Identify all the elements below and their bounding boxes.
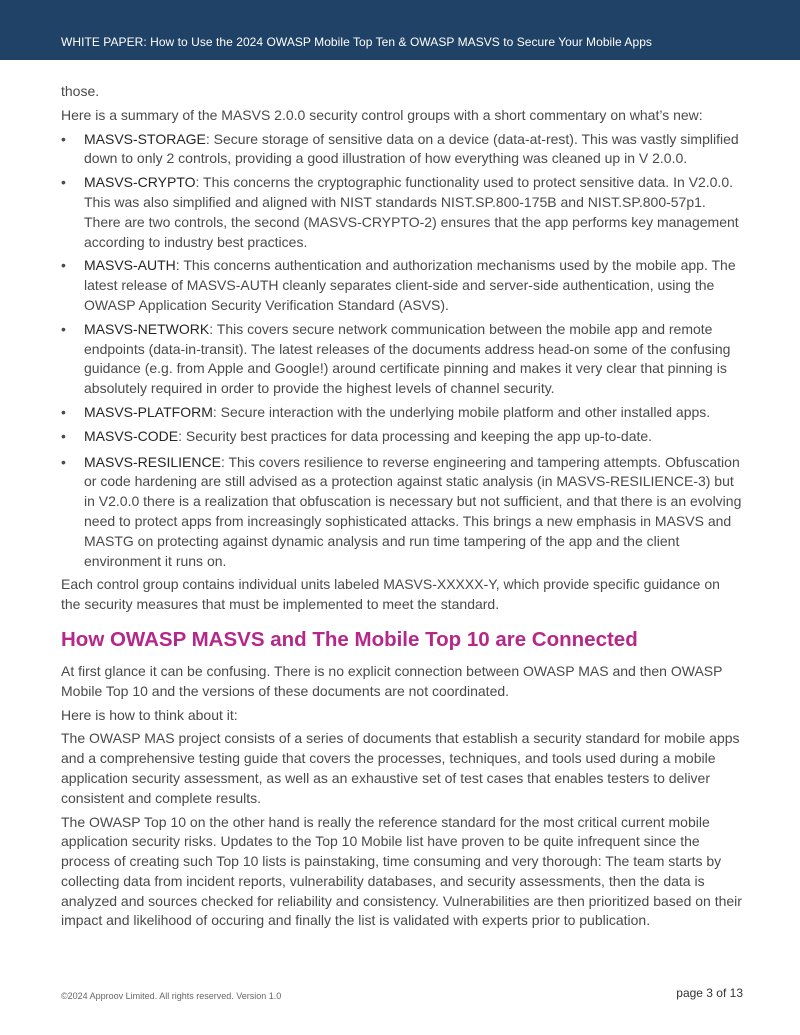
list-item-text: : Secure interaction with the underlying mobile platform and other installed apps. [212,403,711,420]
control-group-list [61,130,743,572]
page-header [0,0,800,60]
bullet-icon: • [61,257,66,274]
list-item [61,320,743,399]
bullet-icon: • [61,130,66,147]
section-heading: How OWASP MASVS and The Mobile Top 10 are Connected [61,627,638,651]
list-item-text: : This covers secure network communication between the mobile app and remote endpoints (data-in-transit). The latest releases of the documents address head-on some of the confusing guidance (e.g. from Apple and Google!) around certificate pinning and makes it very clear that pinning is absolutely required in order to provide the highest levels of channel security. [84,320,731,397]
list-item-term: MASVS-CODE [84,427,179,444]
list-item [61,256,743,315]
list-item [61,453,743,572]
page-number: page 3 of 13 [676,986,743,1000]
continued-text: those. [61,83,100,99]
list-item-term: MASVS-AUTH [84,257,176,274]
control-group-paragraph: Each control group contains individual units labeled MASVS-XXXXX-Y, which provide specific guidance on the security measures that must be implemented to meet the standard. [61,576,720,613]
list-item-term: MASVS-NETWORK [84,320,210,337]
first-glance-paragraph: At first glance it can be confusing. There is no explicit connection between OWASP MAS and then OWASP Mobile Top 10 and the versions of these documents are not coordinated. [61,662,723,699]
list-item-term: MASVS-RESILIENCE [84,453,221,470]
list-item-term: MASVS-CRYPTO [84,174,196,191]
top10-paragraph: The OWASP Top 10 on the other hand is really the reference standard for the most critical current mobile application security risks. Updates to the Top 10 Mobile list have proven to be quite infrequent since the process of creating such Top 10 lists is painstaking, time consuming and very thorough: The team starts by collecting data from incident reports, vulnerability databases, and security assessments, then the data is analyzed and sources checked for reliability and consistency. Vulnerabilities are then prioritized based on their impact and likelihood of occuring and finally the list is validated with experts prior to publication. [61,813,742,929]
main-content [61,82,743,935]
bullet-icon: • [61,453,66,470]
bullet-icon: • [61,427,66,444]
think-paragraph: Here is how to think about it: [61,706,238,723]
bullet-icon: • [61,403,66,420]
list-item [61,403,743,423]
list-item-text: : This concerns the cryptographic functionality used to protect sensitive data. In V2.0.0. This was also simplified and aligned with NIST standards NIST.SP.800-175B and NIST.SP.800-57p1. There are two controls, the second (MASVS-CRYPTO-2) ensures that the app performs key management according to industry best practices. [84,174,739,250]
bullet-icon: • [61,320,66,337]
header-title: WHITE PAPER: How to Use the 2024 OWASP Mobile Top Ten & OWASP MASVS to Secure Your Mobile Apps [61,35,652,49]
list-item-text: : Secure storage of sensitive data on a device (data-at-rest). This was vastly simplified down to only 2 controls, providing a good illustration of how everything was cleaned up in V 2.0.0. [84,130,739,167]
list-item-term: MASVS-PLATFORM [84,403,213,420]
footer-copyright: ©2024 Approov Limited. All rights reserved. Version 1.0 [61,991,282,1001]
list-item-text: : Security best practices for data processing and keeping the app up-to-date. [178,427,653,444]
list-item-term: MASVS-STORAGE [84,130,206,147]
mas-paragraph: The OWASP MAS project consists of a series of documents that establish a security standard for mobile apps and a comprehensive testing guide that covers the processes, techniques, and tools used during a mobile application security assessment, as well as an exhaustive set of test cases that enables testers to deliver consistent and complete results. [61,730,740,806]
list-item [61,130,743,170]
list-item [61,173,743,252]
list-item [61,427,743,447]
intro-paragraph: Here is a summary of the MASVS 2.0.0 security control groups with a short commentary on what’s new: [61,106,703,123]
bullet-icon: • [61,174,66,191]
list-item-text: : This covers resilience to reverse engineering and tampering attempts. Obfuscation or code hardening are still advised as a protection against static analysis (in MASVS-RESILIENCE-3) but in V2.0.0 there is a realization that obfuscation is necessary but not sufficient, and that there is an evolving need to protect apps from increasingly sophisticated attacks. This brings a new emphasis in MASVS and MASTG on protecting against dynamic analysis and run time tampering of the app and the client environment it runs on. [84,453,742,569]
list-item-text: : This concerns authentication and authorization mechanisms used by the mobile app. The latest release of MASVS-AUTH cleanly separates client-side and server-side authentication, using the OWASP Application Security Verification Standard (ASVS). [84,257,736,313]
